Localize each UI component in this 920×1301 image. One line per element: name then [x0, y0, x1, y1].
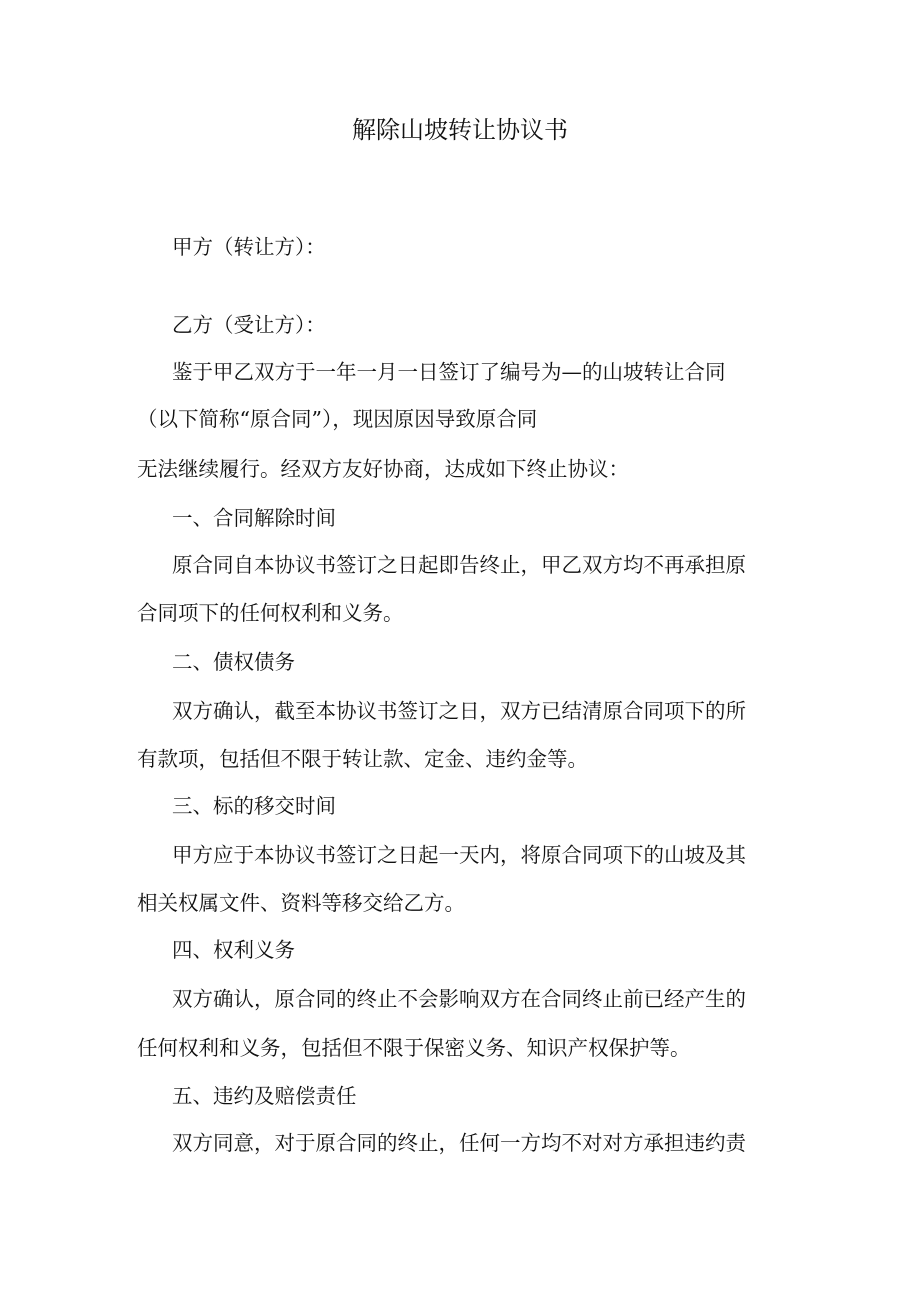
section-2-body-line-1: 双方确认，截至本协议书签订之日，双方已结清原合同项下的所 [172, 699, 746, 723]
section-5-body-line-1: 双方同意，对于原合同的终止，任何一方均不对对方承担违约责 [172, 1131, 746, 1155]
section-3-body-line-1: 甲方应于本协议书签订之日起一天内，将原合同项下的山坡及其 [172, 843, 746, 867]
section-1-body-line-2: 合同项下的任何权利和义务。 [137, 601, 404, 625]
section-2-body-line-2: 有款项，包括但不限于转让款、定金、违约金等。 [137, 747, 588, 771]
preamble-line-3: 无法继续履行。经双方友好协商，达成如下终止协议： [137, 457, 629, 481]
section-2-heading: 二、债权债务 [172, 650, 295, 674]
party-a-line: 甲方（转让方）： [172, 235, 326, 259]
section-4-body-line-1: 双方确认，原合同的终止不会影响双方在合同终止前已经产生的 [172, 987, 746, 1011]
section-5-heading: 五、违约及赔偿责任 [172, 1084, 357, 1108]
section-3-heading: 三、标的移交时间 [172, 794, 336, 818]
section-1-body-line-1: 原合同自本协议书签订之日起即告终止，甲乙双方均不再承担原 [172, 553, 746, 577]
section-4-heading: 四、权利义务 [172, 938, 295, 962]
document-title: 解除山坡转让协议书 [352, 116, 568, 144]
preamble-line-2: （以下简称“原合同”），现因原因导致原合同 [137, 407, 538, 431]
section-4-body-line-2: 任何权利和义务，包括但不限于保密义务、知识产权保护等。 [137, 1036, 691, 1060]
preamble-line-1: 鉴于甲乙双方于一年一月一日签订了编号为—的山坡转让合同 [172, 360, 726, 384]
party-b-line: 乙方（受让方）： [172, 313, 326, 337]
section-3-body-line-2: 相关权属文件、资料等移交给乙方。 [137, 891, 465, 915]
section-1-heading: 一、合同解除时间 [172, 506, 336, 530]
